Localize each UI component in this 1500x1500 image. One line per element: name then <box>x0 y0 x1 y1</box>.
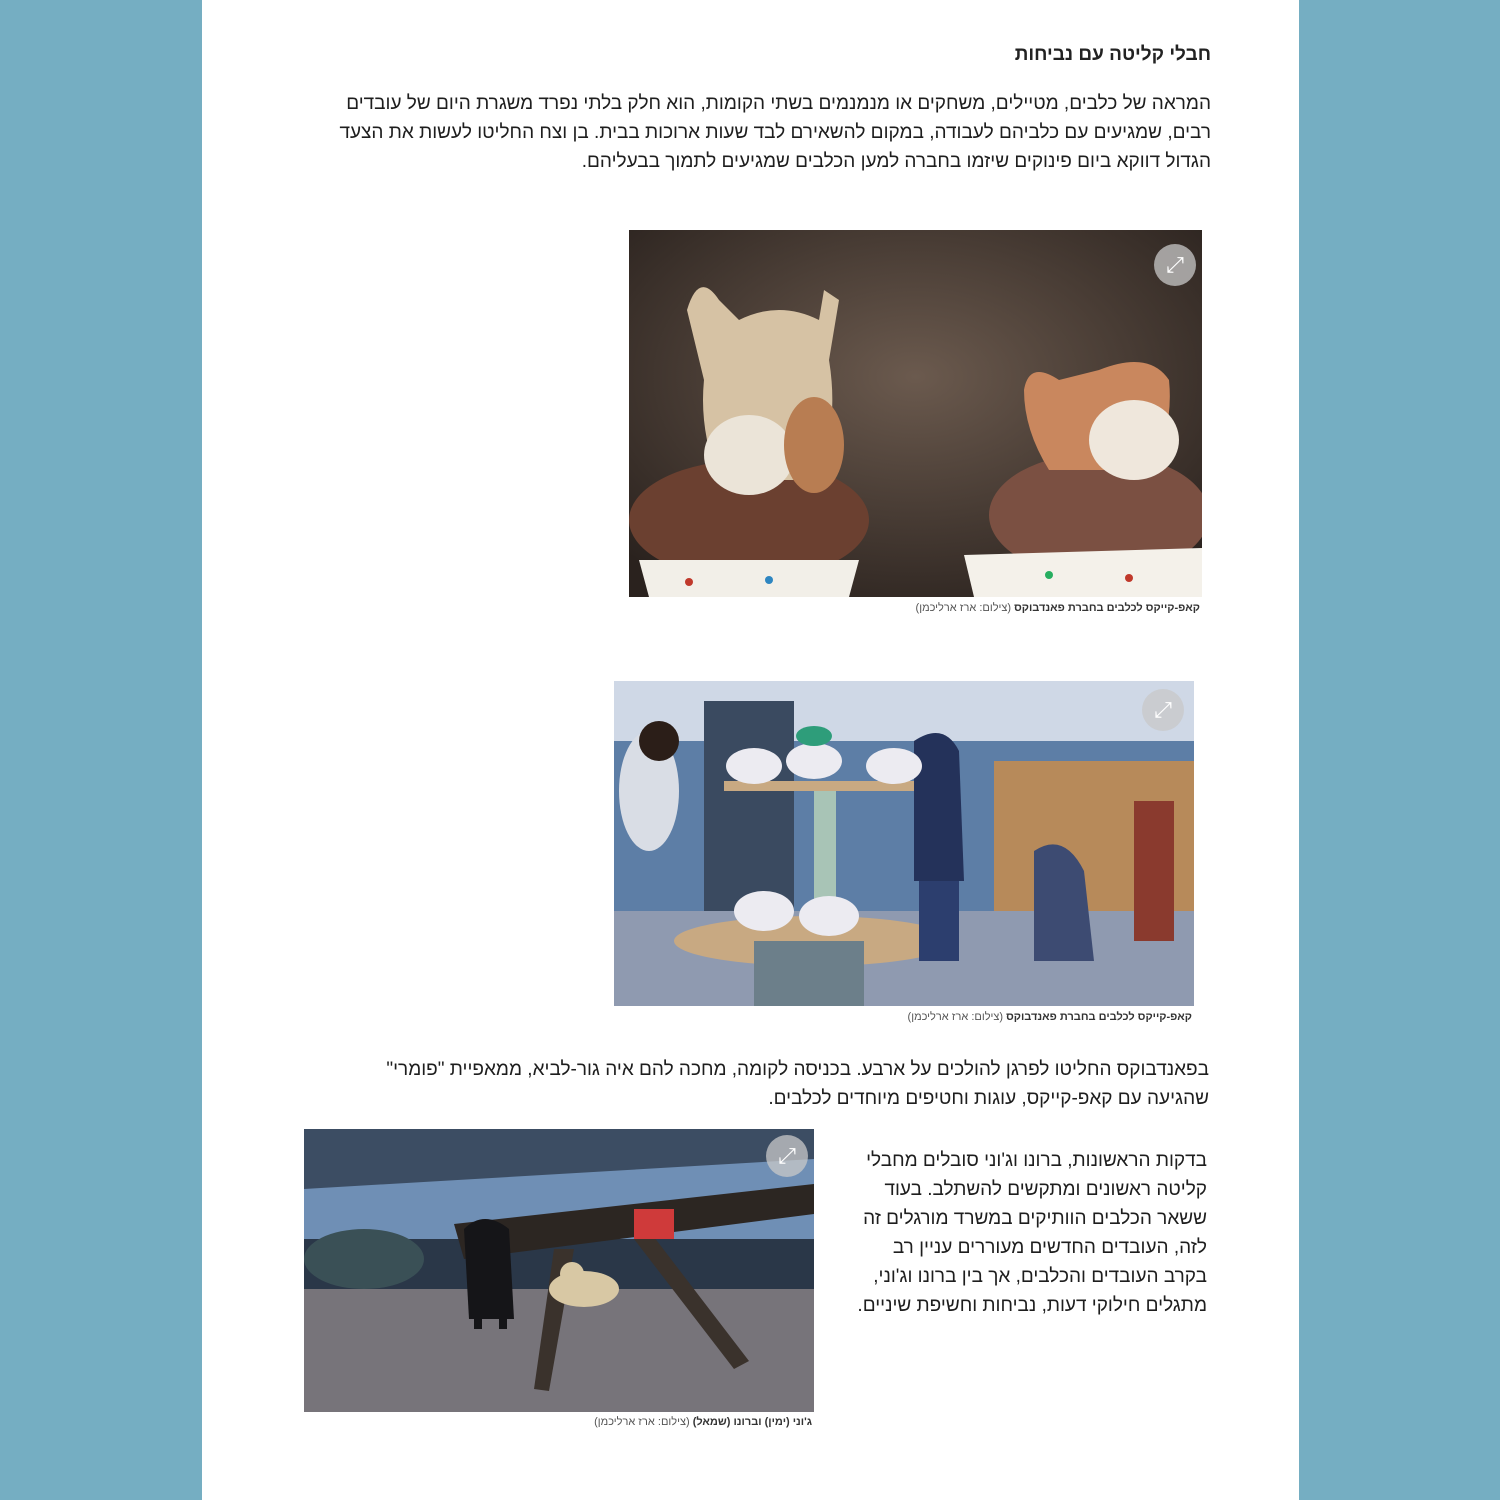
caption-text: קאפ-קייקס לכלבים בחברת פאנדבוקס <box>1014 602 1200 614</box>
caption-text: ג'וני (ימין) וברונו (שמאל) <box>692 1416 812 1428</box>
paragraph-intro: המראה של כלבים, מטיילים, משחקים או מנמנמים בשתי הקומות, הוא חלק בלתי נפרד משגרת היום של עובדים רבים, שמגיעים עם כלביהם לעבודה, במקום להשאירם לבד שעות ארוכות בבית. בן וצח החליטו לעשות את הצעד הגדול דווקא ביום פינוקים שיזמו בחברה למען הכלבים שמגיעים לתמוך בבעליהם. <box>339 93 1211 172</box>
document-page <box>202 0 1299 1500</box>
photo-credit: (צילום: ארז ארליכמן) <box>907 1011 1004 1023</box>
office-cupcake-stand-image <box>614 681 1194 1006</box>
photo-credit: (צילום: ארז ארליכמן) <box>915 602 1012 614</box>
caption-text: קאפ-קייקס לכלבים בחברת פאנדבוקס <box>1006 1011 1192 1023</box>
dogs-under-table-image <box>304 1129 814 1412</box>
photo-cupcake-stand <box>614 681 1194 1006</box>
image-caption <box>584 1416 812 1428</box>
photo-credit: (צילום: ארז ארליכמן) <box>594 1416 690 1428</box>
expand-arrows-icon[interactable]: ⤢ <box>1142 689 1184 731</box>
cupcakes-closeup-image <box>629 230 1202 597</box>
article-subheading: חבלי קליטה עם נביחות <box>1014 44 1211 65</box>
photo-dogs-office <box>304 1129 814 1412</box>
image-caption <box>916 602 1200 614</box>
paragraph-bakery: בפאנדבוקס החליטו לפרגן להולכים על ארבע. בכניסה לקומה, מחכה להם איה גור-לביא, ממאפיית "פומרי" שהגיעה עם קאפ-קייקס, עוגות וחטיפים מיוחדים לכלבים. <box>386 1059 1209 1109</box>
expand-arrows-icon[interactable]: ⤢ <box>1154 244 1196 286</box>
expand-arrows-icon[interactable]: ⤢ <box>766 1135 808 1177</box>
image-caption <box>908 1011 1192 1023</box>
paragraph-bruno-johnny: בדקות הראשונות, ברונו וג'וני סובלים מחבלי קליטה ראשונים ומתקשים להשתלב. בעוד ששאר הכלבים הוותיקים במשרד מורגלים זה לזה, העובדים החדשים מעוררים עניין רב בקרב העובדים והכלבים, אך בין ברונו וג'וני, מתגלים חילוקי דעות, נביחות וחשיפת שיניים. <box>857 1150 1207 1316</box>
photo-dog-cupcakes <box>629 230 1202 597</box>
